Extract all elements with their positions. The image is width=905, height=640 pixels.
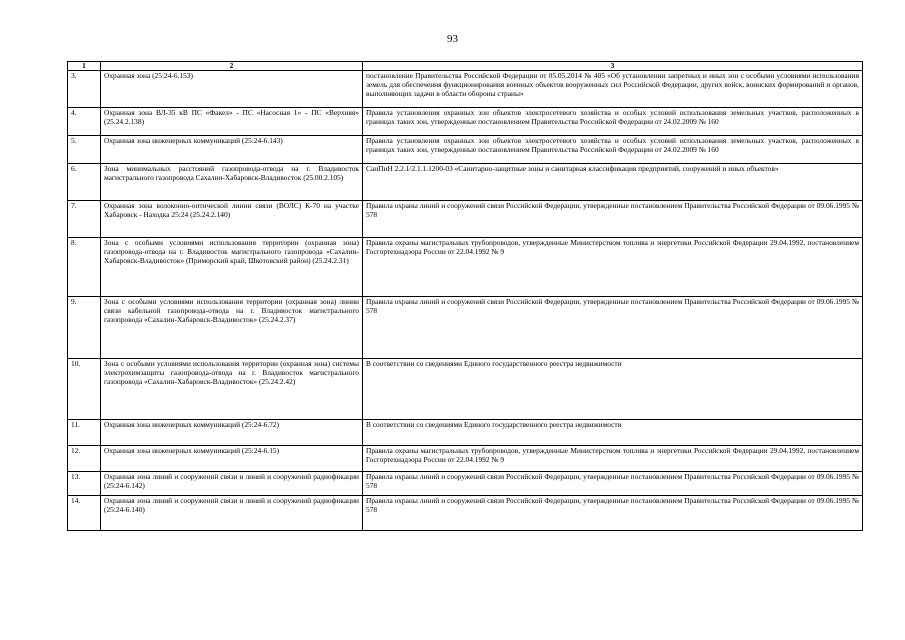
legal-basis: Правила охраны линий и сооружений связи Российской Федерации, утвержденные постановлением Правительства Российской Федерации от 09.06.1995 № 578 [363,472,863,496]
table-row [68,71,863,108]
legal-basis: постановление Правительства Российской Федерации от 05.05.2014 № 405 «Об установлении запретных и иных зон с особыми условиями использования земель для обеспечения функционирования военных объектов вооруженных сил Российской Федерации, других войск, воинских формирований и органов, выполняющих задачи в области обороны страны» [363,71,863,108]
legal-basis: В соответствии со сведениями Единого государственного реестра недвижимости [363,359,863,420]
zone-name: Охранная зона инженерных коммуникаций (25:24-6.143) [101,136,363,164]
table-row [68,359,863,420]
table-row [68,446,863,472]
zone-name: Охранная зона инженерных коммуникаций (25:24-6.15) [101,446,363,472]
zone-name: Зона с особыми условиями использования территории (охранная зона) газопровода-отвода на г. Владивосток магистрального газопровода «Сахалин-Хабаровск-Владивосток» (Приморский край, Шкотовский район) (25.24.2.31) [101,238,363,297]
header-row [68,62,863,71]
row-number: 4. [68,108,101,136]
table-row [68,472,863,496]
zone-name: Охранная зона инженерных коммуникаций (25:24-6.72) [101,420,363,446]
table-row [68,297,863,359]
page-number: 93 [447,33,458,45]
row-number: 6. [68,164,101,201]
legal-basis: Правила установления охранных зон объектов электросетевого хозяйства и особых условий использования земельных участков, расположенных в границах таких зон, утвержденные постановлением Правительства Российской Федерации от 24.02.2009 № 160 [363,136,863,164]
zone-name: Охранная зона линий и сооружений связи и линий и сооружений радиофикации (25:24-6.140) [101,496,363,531]
row-number: 12. [68,446,101,472]
zone-name: Охранная зона ВЛ-35 кВ ПС «Факел» - ПС «Насосная 1» - ПС «Верхняя» (25.24.2.138) [101,108,363,136]
legal-basis: Правила охраны магистральных трубопроводов, утвержденные Министерством топлива и энергетики Российской Федерации 29.04.1992, постановлением Госгортехнадзора России от 22.04.1992 № 9 [363,446,863,472]
zones-table [67,61,863,531]
table-row [68,238,863,297]
table-row [68,496,863,531]
row-number: 8. [68,238,101,297]
zone-name: Зона с особыми условиями использования территории (охранная зона) системы электрохимзащиты газопровода-отвода на г. Владивосток магистрального газопровода «Сахалин-Хабаровск-Владивосток» (25.24.2.42) [101,359,363,420]
legal-basis: В соответствии со сведениями Единого государственного реестра недвижимости [363,420,863,446]
row-number: 10. [68,359,101,420]
legal-basis: Правила охраны магистральных трубопроводов, утвержденные Министерством топлива и энергетики Российской Федерации 29.04.1992, постановлением Госгортехнадзора России от 22.04.1992 № 9 [363,238,863,297]
row-number: 11. [68,420,101,446]
row-number: 9. [68,297,101,359]
legal-basis: Правила охраны линий и сооружений связи Российской Федерации, утвержденные постановлением Правительства Российской Федерации от 09.06.1995 № 578 [363,201,863,238]
column-header-legal-basis: 3 [363,62,863,71]
zone-name: Зона с особыми условиями использования территории (охранная зона) линии связи кабельной газопровода-отвода на г. Владивосток магистрального газопровода «Сахалин-Хабаровск-Владивосток» (25.24.2.37) [101,297,363,359]
table-row [68,201,863,238]
table-row [68,420,863,446]
table-row [68,136,863,164]
row-number: 5. [68,136,101,164]
legal-basis: Правила установления охранных зон объектов электросетевого хозяйства и особых условий использования земельных участков, расположенных в границах таких зон, утвержденные постановлением Правительства Российской Федерации от 24.02.2009 № 160 [363,108,863,136]
column-header-zone-name: 2 [101,62,363,71]
column-header-number: 1 [68,62,101,71]
zone-name: Охранная зона (25:24-6.153) [101,71,363,108]
row-number: 14. [68,496,101,531]
row-number: 7. [68,201,101,238]
legal-basis: Правила охраны линий и сооружений связи Российской Федерации, утвержденные постановлением Правительства Российской Федерации от 09.06.1995 № 578 [363,297,863,359]
zone-name: Зона минимальных расстояний газопровода-отвода на г. Владивосток магистрального газопровода Сахалин-Хабаровск-Владивосток (25.00.2.105) [101,164,363,201]
row-number: 13. [68,472,101,496]
row-number: 3. [68,71,101,108]
zone-name: Охранная зона линий и сооружений связи и линий и сооружений радиофикации (25:24-6.142) [101,472,363,496]
zone-name: Охранная зона волоконно-оптической линии связи (ВОЛС) К-70 на участке Хабаровск - Находка 25:24 (25.24.2.140) [101,201,363,238]
legal-basis: СанПиН 2.2.1/2.1.1.1200-03 «Санитарно-защитные зоны и санитарная классификация предприятий, сооружений и иных объектов» [363,164,863,201]
legal-basis: Правила охраны линий и сооружений связи Российской Федерации, утвержденные постановлением Правительства Российской Федерации от 09.06.1995 № 578 [363,496,863,531]
table-row [68,164,863,201]
table-row [68,108,863,136]
